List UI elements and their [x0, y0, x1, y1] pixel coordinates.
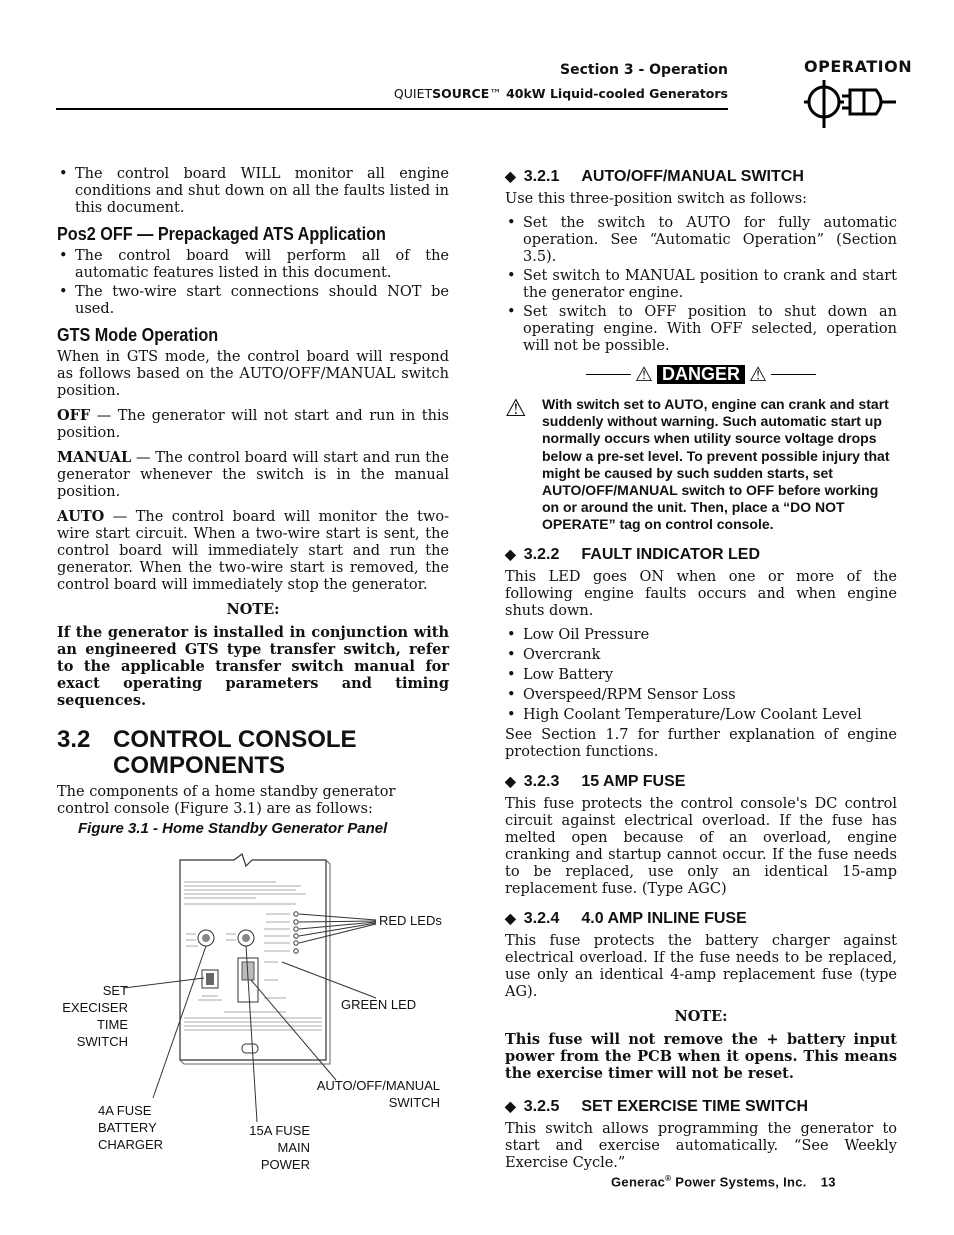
s323-heading — [505, 773, 897, 790]
header-rule — [56, 108, 728, 110]
note-label: NOTE: — [674, 1007, 728, 1025]
gts-heading: GTS Mode Operation — [57, 325, 219, 345]
footer-company: Generac — [611, 1174, 666, 1190]
s321-heading — [505, 168, 897, 185]
set-exerciser-label: SET EXECISER TIME SWITCH — [62, 983, 128, 1049]
warning-triangle-icon: ⚠ — [635, 362, 653, 386]
danger-badge: DANGER — [657, 365, 745, 384]
s321-title: AUTO/OFF/MANUAL SWITCH — [581, 168, 804, 185]
s322-outro: See Section 1.7 for further explanation of engine protection functions. — [505, 726, 897, 760]
fault-item: • Overspeed/RPM Sensor Loss — [505, 687, 897, 704]
gts-auto-paragraph — [57, 508, 449, 594]
figure-caption: Figure 3.1 - Home Standby Generator Panel — [78, 820, 388, 837]
product-source: SOURCE — [432, 86, 490, 101]
diamond-icon: ◆ — [505, 1097, 516, 1114]
s322-intro: This LED goes ON when one or more of the following engine faults occurs and when engine shuts down. — [505, 568, 897, 619]
s325-title: SET EXERCISE TIME SWITCH — [581, 1097, 809, 1115]
manual-term: MANUAL — [57, 449, 132, 466]
danger-text: With switch set to AUTO, engine can crank and start suddenly without warning. Such automatic start up normally occurs when utility source voltage drops below a pre-set level. To prevent possible injury that might be caused by such sudden starts, set AUTO/OFF/MANUAL switch to OFF before working on or around the unit. Then, place a “DO NOT OPERATE” tag on control console. — [542, 396, 890, 533]
page-number: 13 — [820, 1174, 836, 1190]
red-leds-label: RED LEDs — [379, 913, 442, 928]
footer-rest: Power Systems, Inc. — [671, 1174, 807, 1190]
right-column — [505, 168, 897, 1179]
s322-heading — [505, 546, 897, 563]
warning-triangle-icon: ⚠ — [749, 362, 767, 386]
danger-rule-left — [586, 374, 631, 376]
running-header-section: Section 3 - Operation — [560, 62, 728, 78]
gts-off-paragraph — [57, 407, 449, 442]
note-label: NOTE: — [226, 601, 280, 618]
page-footer — [611, 1174, 836, 1189]
fuse-15a-label: 15A FUSE MAIN POWER — [249, 1123, 310, 1172]
s323-title: 15 AMP FUSE — [581, 772, 686, 790]
product-tm: ™ — [489, 86, 502, 101]
pos2-bullet: • The control board will perform all of the automatic features listed in this document. — [57, 248, 449, 282]
fault-item: • Low Battery — [505, 667, 897, 684]
s324-note-text: This fuse will not remove the + battery input power from the PCB when it opens. This means the exercise timer will not be reset. — [505, 1030, 897, 1082]
pos2-bullet: • The two-wire start connections should NOT be used. — [57, 284, 449, 318]
diamond-icon: ◆ — [505, 909, 516, 926]
green-led-label: GREEN LED — [341, 997, 417, 1012]
left-column — [57, 166, 449, 825]
s324-text: This fuse protects the battery charger against electrical overload. If the fuse needs to be replaced, use only an identical 4-amp replacement fuse (type AG). — [505, 932, 897, 1000]
manual-text: — The control board will start and run the generator whenever the switch is in the manual position. — [57, 450, 449, 500]
off-term: OFF — [57, 407, 91, 424]
gts-note-text: If the generator is installed in conjunction with an engineered GTS type transfer switch, refer to the applicable transfer switch manual for exact operating parameters and timing sequences. — [57, 624, 449, 709]
s321-bullet: • Set the switch to AUTO for fully automatic operation. See “Automatic Operation” (Section 3.5). — [505, 215, 897, 266]
s324-number: 3.2.4 — [523, 909, 560, 927]
s323-text: This fuse protects the control console's DC control circuit against electrical overload. If the fuse has melted open because of an overload, engine cranking and startup cannot occur. If the fuse needs to be replaced, use only an identical 15-amp replacement fuse. (Type AGC) — [505, 795, 897, 897]
off-text: — The generator will not start and run in this position. — [57, 408, 449, 441]
s325-heading — [505, 1098, 897, 1115]
s322-number: 3.2.2 — [523, 545, 560, 563]
fuse-4a-label: 4A FUSE BATTERY CHARGER — [98, 1103, 164, 1152]
danger-banner — [505, 362, 897, 386]
section-intro: The components of a home standby generator control console (Figure 3.1) are as follows: — [57, 784, 396, 817]
diamond-icon: ◆ — [505, 168, 516, 184]
s321-bullet: • Set switch to MANUAL position to crank and start the generator engine. — [505, 268, 897, 302]
pos2-heading: Pos2 OFF — Prepackaged ATS Application — [57, 224, 386, 244]
s321-number: 3.2.1 — [523, 168, 560, 185]
warning-triangle-icon: ⚠ — [505, 394, 527, 422]
section-3-2-heading — [57, 727, 449, 779]
s324-title: 4.0 AMP INLINE FUSE — [581, 909, 747, 927]
auto-term: AUTO — [57, 508, 105, 525]
auto-text: — The control board will monitor the two-wire start circuit. When a two-wire start is sent, the control board will immediately start and run the generator. When the two-wire start is removed, the control board will immediately stop the generator. — [57, 509, 449, 593]
fault-item: • Low Oil Pressure — [505, 627, 897, 644]
footer-reg: ® — [665, 1174, 672, 1183]
auto-off-manual-label: AUTO/OFF/MANUAL SWITCH — [316, 1078, 440, 1110]
product-quiet: QUIET — [393, 86, 433, 101]
danger-rule-right — [771, 374, 816, 376]
section-number: 3.2 — [57, 726, 91, 753]
product-rest: 40kW Liquid-cooled Generators — [501, 86, 728, 101]
gts-intro: When in GTS mode, the control board will respond as follows based on the AUTO/OFF/MANUAL switch position. — [57, 349, 449, 399]
s323-number: 3.2.3 — [523, 772, 560, 790]
operation-plug-icon — [802, 78, 898, 130]
s325-number: 3.2.5 — [523, 1097, 560, 1115]
s321-intro: Use this three-position switch as follows: — [505, 191, 808, 207]
intro-bullet: • The control board WILL monitor all engine conditions and shut down on all the faults listed in this document. — [57, 166, 449, 217]
section-title: CONTROL CONSOLE COMPONENTS — [113, 726, 357, 779]
s324-heading — [505, 910, 897, 927]
diamond-icon: ◆ — [505, 545, 516, 562]
gts-manual-paragraph — [57, 449, 449, 501]
s322-title: FAULT INDICATOR LED — [581, 545, 761, 563]
fault-item: • Overcrank — [505, 647, 897, 664]
generator-panel-figure — [56, 850, 456, 1170]
operation-label: OPERATION — [804, 57, 913, 76]
diamond-icon: ◆ — [505, 772, 516, 789]
danger-message — [505, 396, 897, 534]
s325-text: This switch allows programming the generator to start and exercise automatically. “See Weekly Exercise Cycle.” — [505, 1120, 897, 1171]
s321-bullet: • Set switch to OFF position to shut down an operating engine. With OFF selected, operation will not be possible. — [505, 304, 897, 355]
fault-item: • High Coolant Temperature/Low Coolant Level — [505, 707, 897, 724]
running-header-product — [0, 86, 728, 101]
